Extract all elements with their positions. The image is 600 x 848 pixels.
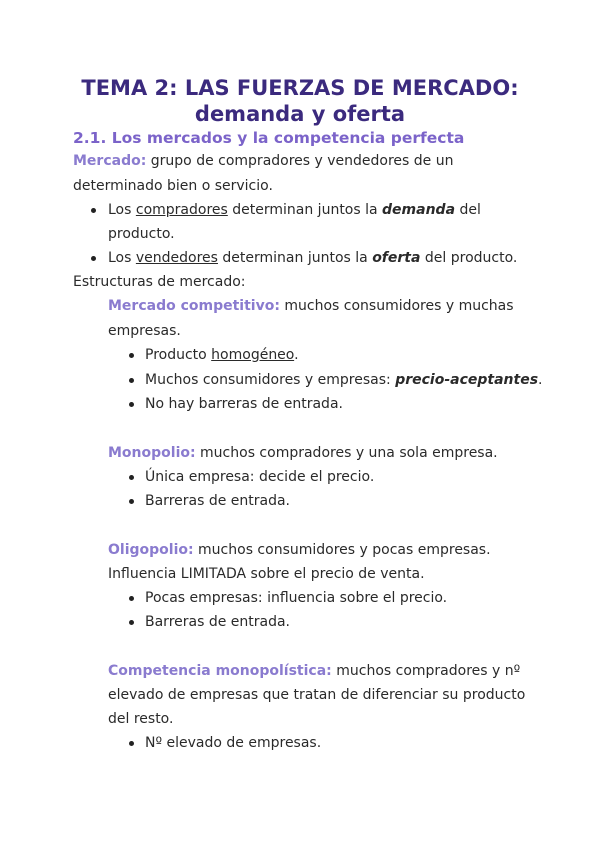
document-title-line-2: demanda y oferta <box>194 102 406 126</box>
list-item: Muchos consumidores y empresas: precio-aceptantes. <box>145 372 543 388</box>
list-item: No hay barreras de entrada. <box>145 396 343 412</box>
bullet-icon <box>129 620 134 625</box>
bullet-icon <box>91 256 96 261</box>
term-mercado-competitivo: Mercado competitivo: <box>108 298 280 314</box>
bullet-icon <box>129 499 134 504</box>
estructuras-label: Estructuras de mercado: <box>73 274 246 290</box>
mercado-definition-cont: determinado bien o servicio. <box>73 178 273 194</box>
competencia-monopolistica-cont-1: elevado de empresas que tratan de diferenciar su producto <box>108 687 526 703</box>
list-item: Barreras de entrada. <box>145 493 291 509</box>
bullet-icon <box>129 378 134 383</box>
bullet-icon <box>129 475 134 480</box>
bullet-icon <box>129 353 134 358</box>
competitivo-definition: Mercado competitivo: muchos consumidores y muchas <box>108 298 514 314</box>
term-monopolio: Monopolio: <box>108 445 196 461</box>
oligopolio-definition: Oligopolio: muchos consumidores y pocas empresas. <box>108 542 491 558</box>
document-title-line-1: TEMA 2: LAS FUERZAS DE MERCADO: <box>81 76 519 100</box>
list-item: Pocas empresas: influencia sobre el precio. <box>145 590 448 606</box>
bullet-icon <box>129 402 134 407</box>
competencia-monopolistica-definition: Competencia monopolística: muchos compradores y nº <box>108 663 521 679</box>
list-item: Nº elevado de empresas. <box>145 735 322 751</box>
bullet-icon <box>129 741 134 746</box>
oligopolio-definition-cont: Influencia LIMITADA sobre el precio de venta. <box>108 566 425 582</box>
list-item: Los vendedores determinan juntos la oferta del producto. <box>108 250 518 266</box>
list-item: Barreras de entrada. <box>145 614 291 630</box>
competitivo-definition-cont: empresas. <box>108 323 181 339</box>
list-item: Única empresa: decide el precio. <box>145 469 375 485</box>
bullet-icon <box>129 596 134 601</box>
section-heading: 2.1. Los mercados y la competencia perfecta <box>73 129 465 147</box>
monopolio-definition: Monopolio: muchos compradores y una sola empresa. <box>108 445 498 461</box>
term-oligopolio: Oligopolio: <box>108 542 194 558</box>
bullet-icon <box>91 208 96 213</box>
term-competencia-monopolistica: Competencia monopolística: <box>108 663 332 679</box>
term-mercado: Mercado: <box>73 153 147 169</box>
mercado-definition: Mercado: grupo de compradores y vendedores de un <box>73 153 454 169</box>
list-item: Los compradores determinan juntos la demanda del <box>108 202 481 218</box>
list-item: Producto homogéneo. <box>145 347 299 363</box>
competencia-monopolistica-cont-2: del resto. <box>108 711 174 727</box>
list-item-cont: producto. <box>108 226 175 242</box>
